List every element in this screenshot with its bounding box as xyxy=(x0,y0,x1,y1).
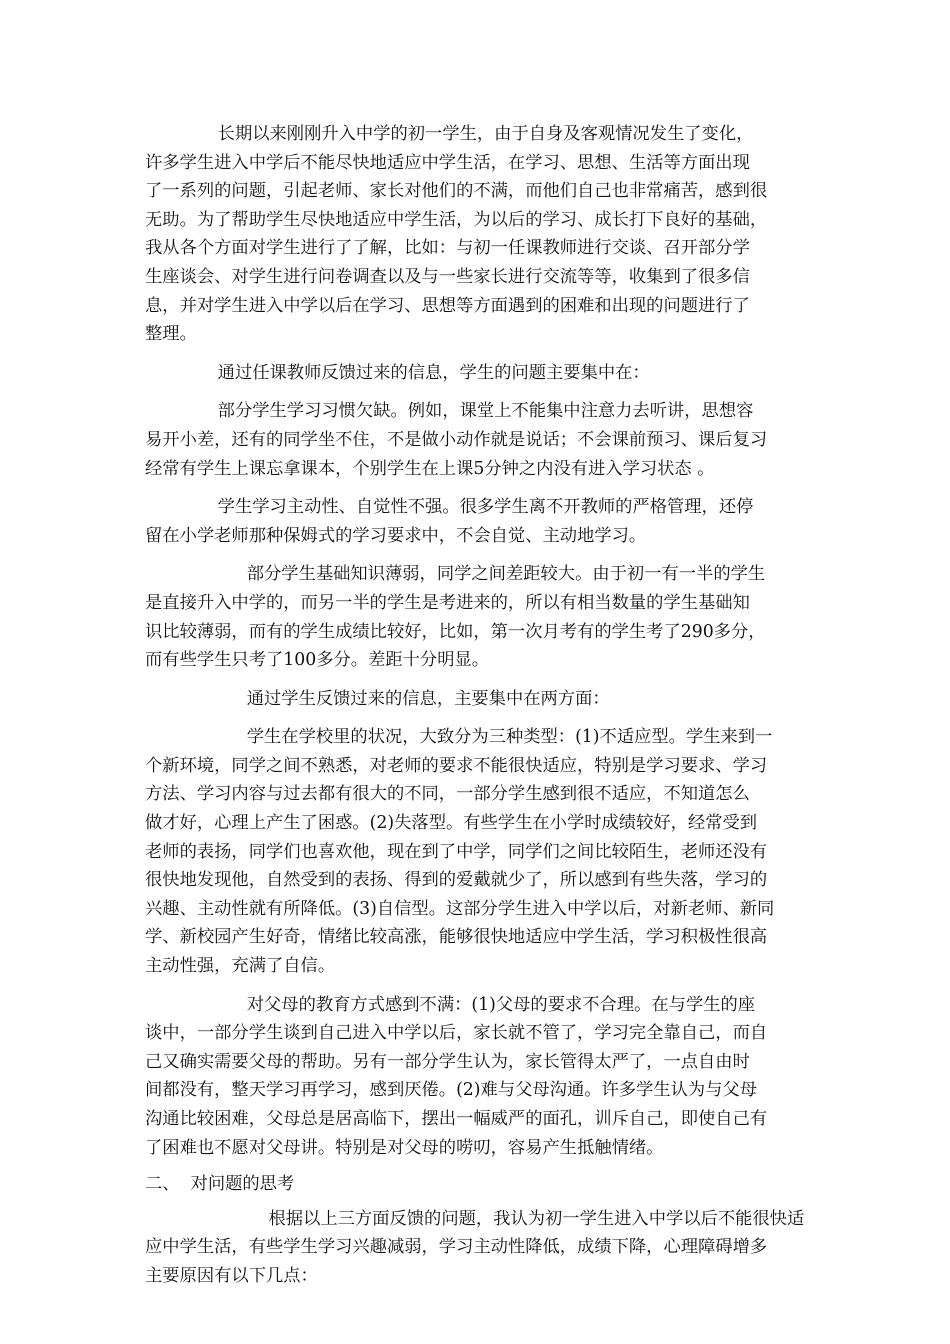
text-line: 识比较薄弱，而有的学生成绩比较好，比如，第一次月考有的学生考了290多分， xyxy=(145,621,766,642)
text-line: 主要原因有以下几点： xyxy=(145,1265,318,1286)
text-line: 通过学生反馈过来的信息，主要集中在两方面： xyxy=(246,688,610,709)
text-line: 无助。为了帮助学生尽快地适应中学生活，为以后的学习、成长打下良好的基础， xyxy=(145,209,768,230)
text-line: 根据以上三方面反馈的问题，我认为初一学生进入中学以后不能很快适 xyxy=(268,1208,805,1229)
text-line: 部分学生学习习惯欠缺。例如，课堂上不能集中注意力去听讲，思想容 xyxy=(217,401,754,422)
text-line: 做才好，心理上产生了困惑。(2)失落型。有些学生在小学时成绩较好，经常受到 xyxy=(145,813,758,834)
text-line: 许多学生进入中学后不能尽快地适应中学生活，在学习、思想、生活等方面出现 xyxy=(145,152,750,173)
text-line: 经常有学生上课忘拿课本，个别学生在上课5分钟之内没有进入学习状态 。 xyxy=(145,458,715,479)
document-page xyxy=(145,120,810,1291)
paragraph xyxy=(145,723,810,980)
text-line: 我从各个方面对学生进行了了解，比如：与初一任课教师进行交谈、召开部分学 xyxy=(145,238,750,259)
paragraph xyxy=(145,1205,810,1291)
text-line: 个新环境，同学之间不熟悉，对老师的要求不能很快适应，特别是学习要求、学习 xyxy=(145,755,768,776)
text-line: 兴趣、主动性就有所降低。(3)自信型。这部分学生进入中学以后，对新老师、新同 xyxy=(145,898,775,919)
text-line: 间都没有，整天学习再学习，感到厌倦。(2)难与父母沟通。许多学生认为与父母 xyxy=(145,1080,758,1101)
text-line: 易开小差，还有的同学坐不住，不是做小动作就是说话；不会课前预习、课后复习 xyxy=(145,429,768,450)
text-line: 了困难也不愿对父母讲。特别是对父母的唠叨，容易产生抵触情绪。 xyxy=(145,1137,664,1158)
text-line: 学生学习主动性、自觉性不强。很多学生离不开教师的严格管理，还停 xyxy=(217,497,754,518)
text-line: 学、新校园产生好奇，情绪比较高涨，能够很快地适应中学生活，学习积极性很高 xyxy=(145,927,768,948)
text-line: 老师的表扬，同学们也喜欢他，现在到了中学，同学们之间比较陌生，老师还没有 xyxy=(145,841,768,862)
text-line: 部分学生基础知识薄弱，同学之间差距较大。由于初一有一半的学生 xyxy=(246,564,766,585)
paragraph xyxy=(145,397,810,483)
paragraph xyxy=(145,991,810,1163)
section-heading: 二、 对问题的思考 xyxy=(145,1174,295,1195)
text-line: 方法、学习内容与过去都有很大的不同，一部分学生感到很不适应，不知道怎么 xyxy=(145,784,750,805)
paragraph xyxy=(145,493,810,550)
paragraph xyxy=(145,560,810,674)
text-line: 而有些学生只考了100多分。差距十分明显。 xyxy=(145,650,490,671)
text-line: 留在小学老师那种保姆式的学习要求中，不会自觉、主动地学习。 xyxy=(145,525,647,546)
paragraph xyxy=(145,685,810,714)
text-line: 沟通比较困难，父母总是居高临下，摆出一幅威严的面孔，训斥自己，即使自己有 xyxy=(145,1109,768,1129)
text-line: 谈中，一部分学生谈到自己进入中学以后，家长就不管了，学习完全靠自己，而自 xyxy=(145,1023,768,1044)
text-line: 很快地发现他，自然受到的表扬、得到的爱戴就少了，所以感到有些失落，学习的 xyxy=(145,870,768,891)
text-line: 了一系列的问题，引起老师、家长对他们的不满，而他们自己也非常痛苦，感到很 xyxy=(145,181,768,202)
text-line: 长期以来刚刚升入中学的初一学生，由于自身及客观情况发生了变化， xyxy=(217,124,754,144)
text-line: 通过任课教师反馈过来的信息，学生的问题主要集中在： xyxy=(217,362,650,383)
text-line: 是直接升入中学的，而另一半的学生是考进来的，所以有相当数量的学生基础知 xyxy=(145,592,750,613)
text-line: 己又确实需要父母的帮助。另有一部分学生认为，家长管得太严了，一点自由时 xyxy=(145,1051,750,1072)
paragraph xyxy=(145,120,810,349)
text-line: 息，并对学生进入中学以后在学习、思想等方面遇到的困难和出现的问题进行了 xyxy=(145,295,750,316)
text-line: 生座谈会、对学生进行问卷调查以及与一些家长进行交流等等，收集到了很多信 xyxy=(145,266,750,287)
text-line: 应中学生活，有些学生学习兴趣减弱，学习主动性降低，成绩下降，心理障碍增多 xyxy=(145,1237,768,1258)
text-line: 学生在学校里的状况，大致分为三种类型：(1)不适应型。学生来到一 xyxy=(246,727,773,748)
text-line: 整理。 xyxy=(145,324,197,345)
paragraph xyxy=(145,359,810,388)
text-line: 主动性强，充满了自信。 xyxy=(145,956,336,977)
text-line: 对父母的教育方式感到不满：(1)父母的要求不合理。在与学生的座 xyxy=(246,994,756,1015)
